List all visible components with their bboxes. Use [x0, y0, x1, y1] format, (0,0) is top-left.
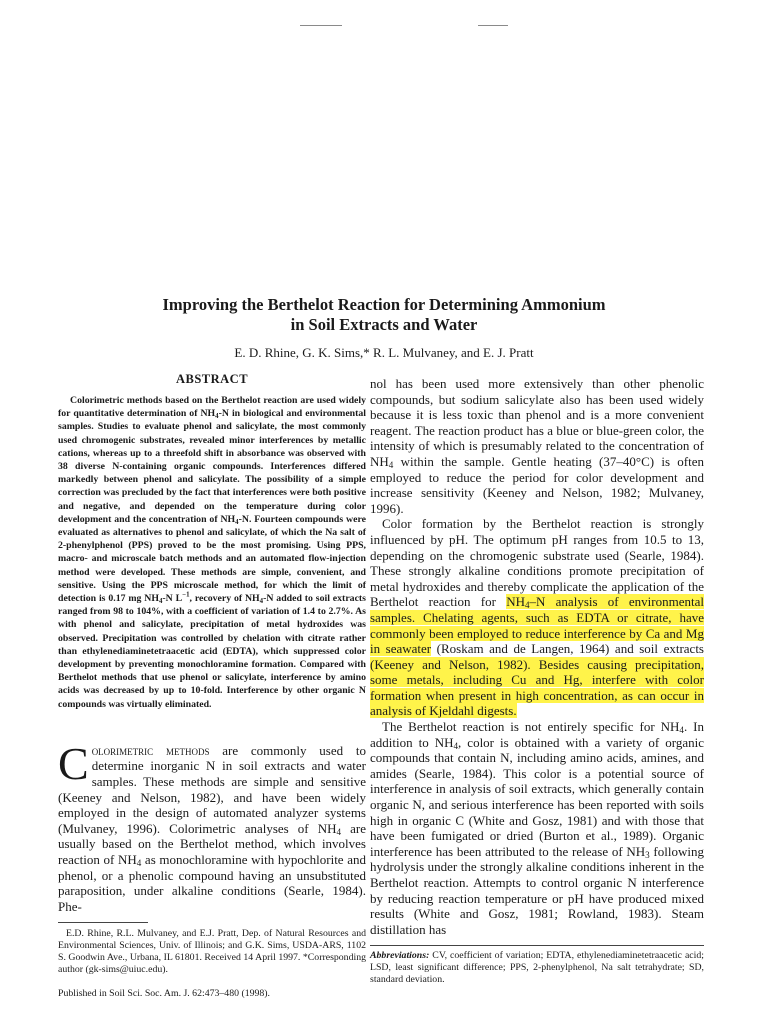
abstract-span: -N in biological and environmental samples. Studies to evaluate phenol and salicylate, the most commonly used chromogenic substrates, revealed minor interferences by metallic cations, whereas up to a threefold shift in absorbance was observed with 38 diverse N-containing organic compounds. Interferences differed markedly between phenol and salicylate. The possibility of a simple correction was precluded by the fact that interferences were both positive and negative, and depended on the temperature during color development and the concentration of NH — [58, 408, 366, 525]
author-footnote: E.D. Rhine, R.L. Mulvaney, and E.J. Pratt, Dep. of Natural Resources and Environmental Sciences, Univ. of Illinois; and G.K. Sims, USDA-ARS, 1102 S. Goodwin Ave., Urbana, IL 61801. Received 14 April 1997. *Corresponding author (gk-sims@uiuc.edu). — [58, 928, 366, 976]
intro-span: as monochloramine with hypochlorite and phenol, or a phenolic compound having an unsubstituted paraposition, under alkaline conditions (Searle, 1984). Phe- — [58, 852, 366, 914]
body-span: nol has been used more extensively than other phenolic compounds, but sodium salicylate also has been used widely because it is less toxic than phenol and is a more convenient reagent. The reaction product has a blue or blue-green color, the intensity of which is presumably related to the concentration of NH — [370, 376, 704, 469]
subscript: 3 — [645, 849, 650, 860]
highlight-2: (Keeney and Nelson, 1982). Besides causing precipitation, some metals, including Cu and Hg, interfere with color formation when present in high concentration, as can occur in analysis of Kjeldahl digests. — [370, 656, 704, 719]
title-line-2: in Soil Extracts and Water — [290, 315, 478, 334]
superscript: −1 — [182, 591, 190, 599]
subscript: 4 — [453, 740, 459, 751]
body-span: following hydrolysis under the strongly alkaline conditions inherent in the Berthelot reaction. Attempts to control organic N interference by reducing reaction temperature or pH have produced mixed results (White and Gosz, 1981; Rowland, 1983). Steam distillation has — [370, 843, 704, 937]
footnote-rule — [58, 922, 148, 923]
right-column — [370, 376, 704, 986]
subscript: 4 — [679, 725, 684, 736]
intro-span: are usually based on the Berthelot method, which involves reaction of NH — [58, 820, 366, 868]
abbreviations-note — [370, 950, 704, 986]
abstract-span: -N added to soil extracts ranged from 98 to 104%, with a coefficient of variation of 1.4 to 2.7%. As with phenol and salicylate, precipitation of metal hydroxides was observed. Precipitation was controlled by chelation with citrate rather than ethylenediaminetetraacetic acid (EDTA), which suppressed color development by preventing monochloramine formation. Compared with Berthelot methods that use phenol or salicylate, interference by amino acids was decreased by up to 10-fold. Interference by other organic N compounds was virtually eliminated. — [58, 593, 366, 710]
intro-span: are commonly used to determine inorganic N in soil extracts and water samples. These methods are simple and sensitive (Keeney and Nelson, 1982), and have been widely employed in the design of automated analyzer systems (Mulvaney, 1996). Colorimetric analyses of NH — [58, 742, 366, 836]
subscript: 4 — [215, 413, 219, 421]
abbreviations-label: Abbreviations: — [370, 950, 430, 962]
authors: E. D. Rhine, G. K. Sims,* R. L. Mulvaney, and E. J. Pratt — [234, 345, 534, 360]
subscript: 4 — [158, 598, 163, 606]
left-column — [58, 372, 366, 1000]
body-span: The Berthelot reaction is not entirely specific for NH — [382, 719, 680, 735]
abstract-heading: ABSTRACT — [175, 372, 249, 386]
body-span: (Roskam and de Langen, 1964) and soil extracts — [431, 641, 704, 657]
paper-title — [60, 295, 708, 335]
abstract-span: , recovery of NH — [189, 593, 260, 605]
subscript: 4 — [388, 459, 394, 470]
intro-smallcaps: olorimetric methods — [91, 742, 210, 758]
highlight-span: –N analysis of environmental samples. Chelating agents, such as EDTA or citrate, have commonly been employed to reduce interference by Ca and Mg in seawater — [370, 594, 704, 657]
abstract-span: Colorimetric methods based on the Berthelot reaction are used widely for quantitative determination of NH — [58, 395, 366, 420]
publication-line: Published in Soil Sci. Soc. Am. J. 62:473–480 (1998). — [58, 988, 271, 1000]
subscript: 4 — [235, 518, 239, 526]
subscript: 4 — [336, 826, 342, 837]
abstract-span: -N. Fourteen compounds were evaluated as alternatives to phenol and salicylate, of which the Na salt of 2-phenylphenol (PPS) proved to be the most promising. Using PPS, macro- and microscale batch methods and an automated flow-injection method were developed. These methods are simple, convenient, and sensitive. Using the PPS microscale method, for which the limit of detection is 0.17 mg NH — [58, 513, 366, 605]
body-span: within the sample. Gentle heating (37–40°C) is often employed to reduce the period for color development and increase sensitivity (Keeney and Nelson, 1982; Mulvaney, 1996). — [370, 453, 704, 516]
abstract-text — [58, 394, 366, 711]
body-paragraph-3 — [370, 719, 704, 937]
intro-paragraph — [58, 737, 366, 915]
body-span: , color is obtained with a variety of organic compounds that contain N, including amino acids, amines, and amides (Searle, 1984). This color is a potential source of interference in analysis of soil extracts, which generally contain organic N, and serious interference has been reported with soils high in organic C (White and Gosz, 1981) and with those that have been fumigated or dried (Burton et al., 1989). Organic interference has been attributed to the release of NH — [370, 734, 704, 859]
body-paragraph-1 — [370, 376, 704, 516]
top-rule-left — [300, 25, 342, 26]
body-span: . In addition to NH — [370, 719, 704, 750]
abbreviations-text: CV, coefficient of variation; EDTA, ethylenediaminetetraacetic acid; LSD, least significant difference; PPS, 2-phenylphenol, Na salt tetrahydrate; SD, standard deviation. — [370, 950, 704, 986]
highlight-span: NH — [506, 594, 525, 610]
body-span: Color formation by the Berthelot reaction is strongly influenced by pH. The optimum pH ranges from 10.5 to 13, depending on the chromogenic substrate used (Searle, 1984). These strongly alkaline conditions promote precipitation of metal hydroxides and thereby complicate the application of the Berthelot reaction for — [370, 516, 704, 610]
body-paragraph-2 — [370, 516, 704, 719]
drop-cap: C — [58, 737, 89, 789]
subscript: 4 — [136, 858, 142, 869]
abbreviations-rule — [370, 945, 704, 946]
top-rule-right — [478, 25, 508, 26]
subscript: 4 — [259, 598, 264, 606]
abstract-span: -N L — [162, 593, 183, 605]
subscript: 4 — [524, 600, 530, 611]
title-line-1: Improving the Berthelot Reaction for Determining Ammonium — [162, 295, 606, 314]
